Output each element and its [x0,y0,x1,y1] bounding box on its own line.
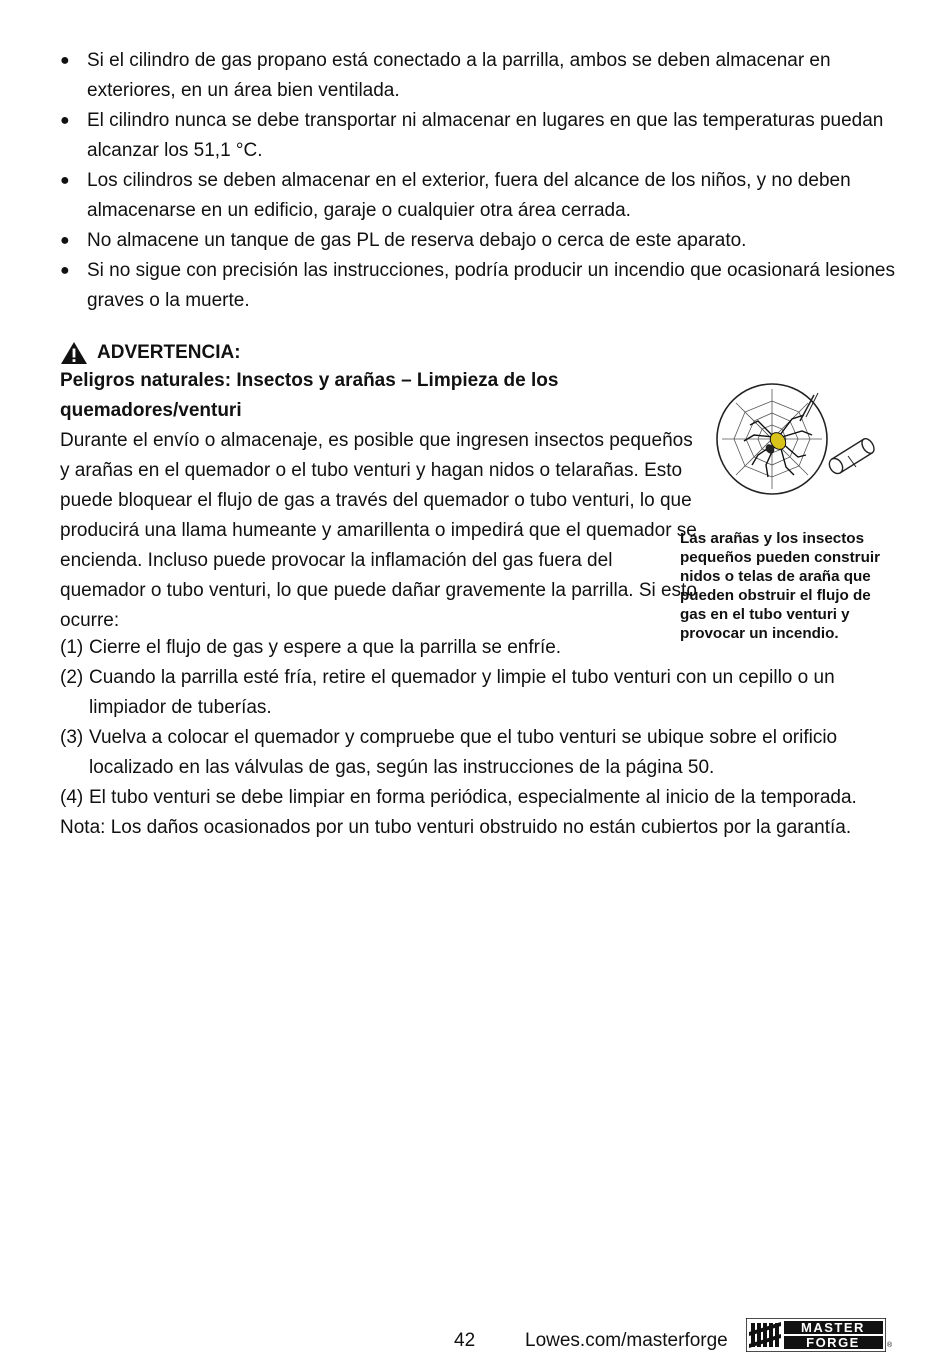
bullet-item: ● El cilindro nunca se debe transportar ni almacenar en lugares en que las temperaturas puedan alcanzar los 51,1 °C. [60,106,900,166]
bullet-item: ● Los cilindros se deben almacenar en el exterior, fuera del alcance de los niños, y no deben almacenarse en un edificio, garaje o cualquier otra área cerrada. [60,166,900,226]
page-footer [0,1320,950,1358]
storage-bullet-list [60,46,900,316]
spider-web-venturi-illustration [714,381,876,499]
bullet-dot-icon: ● [60,52,70,69]
warning-triangle-icon [60,341,88,365]
footer-url: Lowes.com/masterforge [525,1330,728,1351]
masterforge-logo [746,1318,886,1352]
svg-text:MASTER: MASTER [801,1320,865,1335]
svg-text:FORGE: FORGE [806,1335,860,1350]
registered-mark: ® [887,1342,893,1349]
bullet-dot-icon: ● [60,112,70,129]
hazard-title: Peligros naturales: Insectos y arañas – Limpieza de los quemadores/venturi [60,370,559,421]
bullet-dot-icon: ● [60,262,70,279]
step-item: (2) Cuando la parrilla esté fría, retire el quemador y limpie el tubo venturi con un cepillo o un limpiador de tuberías. [60,667,835,718]
figure-caption: Las arañas y los insectos pequeños pueden construir nidos o telas de araña que pueden obstruir el flujo de gas en el tubo venturi y provocar un incendio. [680,530,880,642]
warning-heading [60,338,241,368]
warranty-note: Nota: Los daños ocasionados por un tubo venturi obstruido no están cubiertos por la garantía. [60,817,852,838]
hazard-section [60,366,700,636]
step-item: (3) Vuelva a colocar el quemador y compruebe que el tubo venturi se ubique sobre el orificio localizado en las válvulas de gas, según las instrucciones de la página 50. [60,727,838,778]
bullet-item: ● Si el cilindro de gas propano está conectado a la parrilla, ambos se deben almacenar en exteriores, en un área bien ventilada. [60,46,900,106]
bullet-item: ● No almacene un tanque de gas PL de reserva debajo o cerca de este aparato. [60,226,900,256]
warning-label: ADVERTENCIA: [97,342,241,363]
bullet-dot-icon: ● [60,172,70,189]
hazard-body: Durante el envío o almacenaje, es posible que ingresen insectos pequeños y arañas en el quemador o el tubo venturi y hagan nidos o telarañas. Esto puede bloquear el flujo de gas a través del quemador o tubo venturi, lo que producirá una llama humeante y amarillenta o impedirá que el quemador se encienda. Incluso puede provocar la inflamación del gas fuera del quemador o tubo venturi, lo que puede dañar gravemente la parrilla. Si esto ocurre: [60,430,697,631]
step-item: (4) El tubo venturi se debe limpiar en forma periódica, especialmente al inicio de la temporada. [60,787,857,808]
page-number: 42 [454,1330,476,1351]
bullet-item: ● Si no sigue con precisión las instrucciones, podría producir un incendio que ocasionará lesiones graves o la muerte. [60,256,900,316]
bullet-dot-icon: ● [60,232,70,249]
cleaning-steps [60,633,900,843]
step-item: (1) Cierre el flujo de gas y espere a que la parrilla se enfríe. [60,637,562,658]
